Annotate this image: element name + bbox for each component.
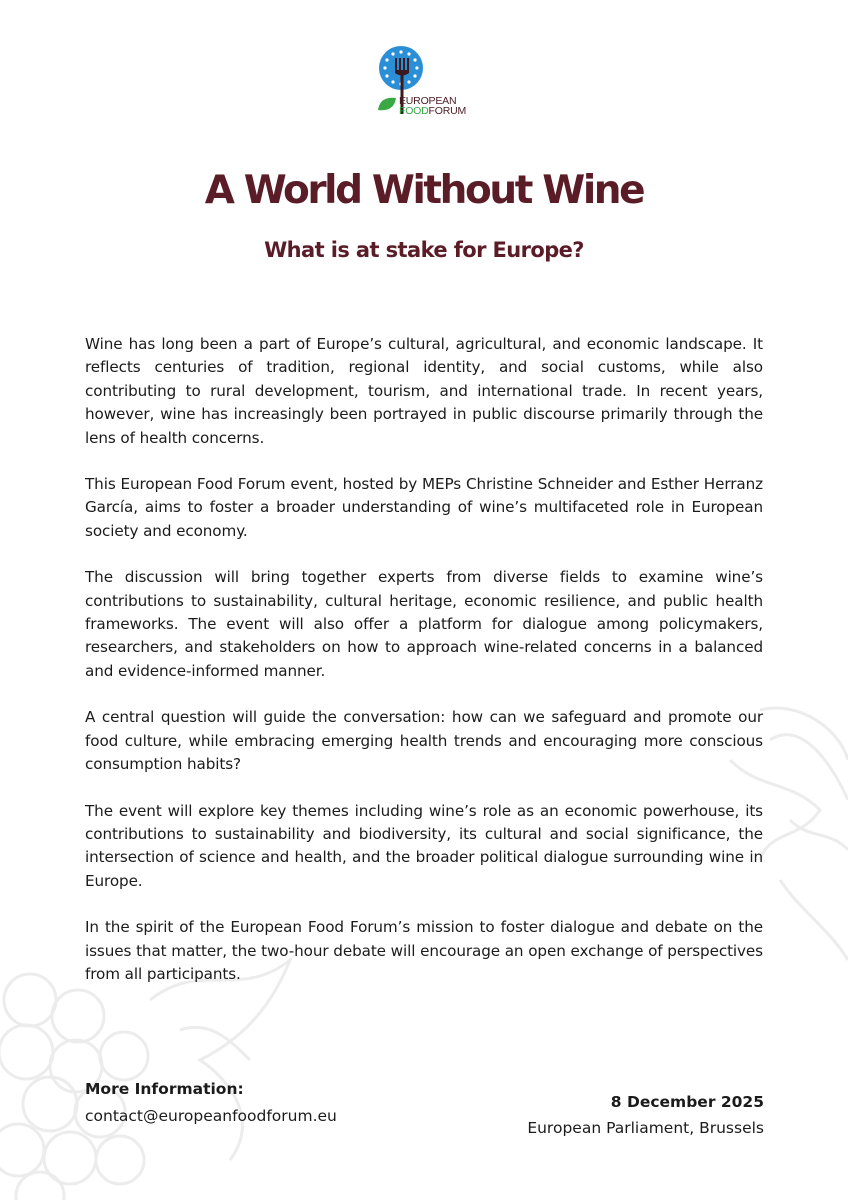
paragraph-2: This European Food Forum event, hosted by MEPs Christine Schneider and Esther Herranz García, aims to foster a broader understanding of wine’s multifaceted role in European society and economy. xyxy=(85,475,763,540)
page-subtitle: What is at stake for Europe? xyxy=(264,238,584,262)
footer-contact xyxy=(85,1080,425,1125)
logo-wordmark xyxy=(399,96,479,116)
leaf-icon xyxy=(378,98,396,111)
event-date: 8 December 2025 xyxy=(610,1093,764,1111)
logo-line-1: EUROPEAN xyxy=(399,95,457,107)
paragraph-5: The event will explore key themes including wine’s role as an economic powerhouse, its contributions to sustainability and biodiversity, its cultural and social significance, the intersection of science and health, and the broader political dialogue surrounding wine in Europe. xyxy=(85,801,763,890)
footer-event-details xyxy=(440,1093,764,1137)
paragraph-4: A central question will guide the conversation: how can we safeguard and promote our food culture, while embracing emerging health trends and encouraging more conscious consumption habits? xyxy=(85,708,763,774)
body-text xyxy=(85,333,763,1009)
page-title: A World Without Wine xyxy=(204,168,644,213)
paragraph-6: In the spirit of the European Food Forum’s mission to foster dialogue and debate on the issues that matter, the two-hour debate will encourage an open exchange of perspectives from all participants. xyxy=(85,918,763,983)
paragraph-1: Wine has long been a part of Europe’s cultural, agricultural, and economic landscape. It reflects centuries of tradition, regional identity, and social customs, while also contributing to rural development, tourism, and international trade. In recent years, however, wine has increasingly been portrayed in public discourse primarily through the lens of health concerns. xyxy=(85,335,763,447)
european-food-forum-logo xyxy=(374,44,478,120)
more-info-label: More Information: xyxy=(85,1080,244,1098)
logo-forum: FORUM xyxy=(428,105,467,117)
paragraph-3: The discussion will bring together experts from diverse fields to examine wine’s contributions to sustainability, cultural heritage, economic resilience, and public health frameworks. The event will also offer a platform for dialogue among policymakers, researchers, and stakeholders on how to approach wine-related concerns in a balanced and evidence-informed manner. xyxy=(85,568,763,680)
event-venue: European Parliament, Brussels xyxy=(527,1119,764,1137)
contact-email[interactable]: contact@europeanfoodforum.eu xyxy=(85,1107,337,1125)
logo-food: FOOD xyxy=(399,105,429,117)
